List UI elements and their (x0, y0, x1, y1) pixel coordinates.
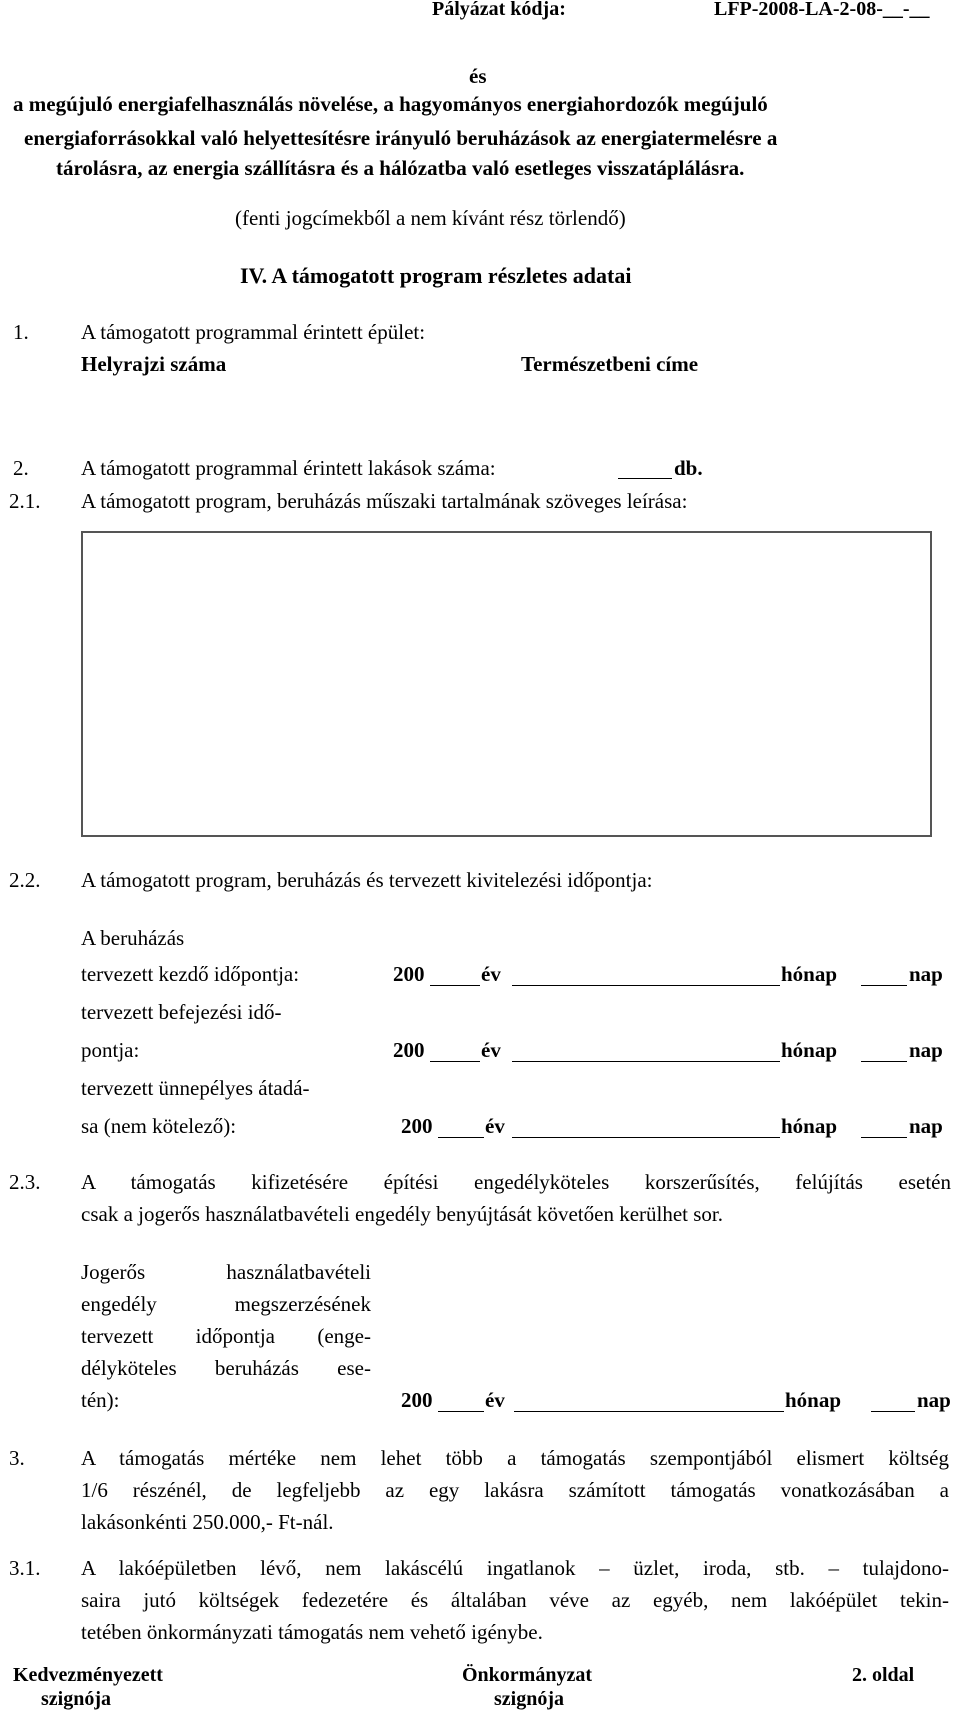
handover-month-field[interactable] (512, 1137, 780, 1138)
header-code-value: LFP-2008-LA-2-08-__-__ (714, 0, 930, 20)
item2-unit: db. (674, 456, 703, 480)
item31-number: 3.1. (9, 1556, 41, 1580)
footer-municipality-label: Önkormányzat (462, 1664, 592, 1686)
item1-text: A támogatott programmal érintett épület: (81, 320, 426, 344)
handover-year-prefix: 200 (401, 1114, 433, 1138)
item23-label-line-5: tén): (81, 1388, 120, 1412)
item1-col-address: Természetbeni címe (521, 352, 699, 376)
header-code-label: Pályázat kódja: (432, 0, 566, 20)
end-month-label: hónap (781, 1038, 838, 1062)
handover-year-field[interactable] (438, 1137, 484, 1138)
item23-label-line-2: engedély megszerzésének (81, 1292, 371, 1316)
item23-label-line-4: délyköteles beruházás ese- (81, 1356, 371, 1380)
intro-line-2: energiaforrásokkal való helyettesítésre irányuló beruházások az energiatermelésre a (24, 126, 778, 150)
handover-date-label-1: tervezett ünnepélyes átadá- (81, 1076, 310, 1100)
item23-line-1: A támogatás kifizetésére építési engedélyköteles korszerűsítés, felújítás esetén (81, 1170, 951, 1194)
start-month-label: hónap (781, 962, 838, 986)
end-year-prefix: 200 (393, 1038, 425, 1062)
item2-number: 2. (13, 456, 29, 480)
handover-month-label: hónap (781, 1114, 838, 1138)
intro-line-3: tárolásra, az energia szállításra és a hálózatba való esetleges visszatáplálásra. (56, 156, 745, 180)
end-year-field[interactable] (430, 1061, 480, 1062)
permit-year-prefix: 200 (401, 1388, 433, 1412)
permit-day-label: nap (917, 1388, 951, 1412)
start-day-label: nap (909, 962, 943, 986)
footer-beneficiary-label: Kedvezményezett (13, 1664, 163, 1686)
item3-number: 3. (9, 1446, 25, 1470)
handover-year-label: év (485, 1114, 505, 1138)
permit-day-field[interactable] (871, 1411, 915, 1412)
item22-text: A támogatott program, beruházás és tervezett kivitelezési időpontja: (81, 868, 653, 892)
end-day-field[interactable] (861, 1061, 907, 1062)
item1-col-plot-number: Helyrajzi száma (81, 352, 227, 376)
item22-heading: A beruházás (81, 926, 185, 950)
start-month-field[interactable] (512, 985, 780, 986)
item23-label-line-3: tervezett időpontja (enge- (81, 1324, 371, 1348)
end-date-label-1: tervezett befejezési idő- (81, 1000, 282, 1024)
item3-line-1: A támogatás mértéke nem lehet több a támogatás szempontjából elismert költség (81, 1446, 949, 1470)
end-date-label-2: pontja: (81, 1038, 140, 1062)
start-date-label: tervezett kezdő időpontja: (81, 962, 300, 986)
item21-number: 2.1. (9, 489, 41, 513)
permit-year-field[interactable] (438, 1411, 484, 1412)
item21-text: A támogatott program, beruházás műszaki tartalmának szöveges leírása: (81, 489, 688, 513)
intro-line-1: a megújuló energiafelhasználás növelése, a hagyományos energiahordozók megújuló (13, 92, 768, 116)
item3-line-3: lakásonkénti 250.000,- Ft-nál. (81, 1510, 334, 1534)
item23-line-2: csak a jogerős használatbavételi engedély benyújtását követően kerülhet sor. (81, 1202, 724, 1226)
footer-municipality-signature: szignója (494, 1688, 564, 1710)
item31-line-2: saira jutó költségek fedezetére és általában véve az egyéb, nem lakóépület tekin- (81, 1588, 949, 1612)
permit-month-field[interactable] (514, 1411, 784, 1412)
intro-and: és (469, 64, 487, 88)
item31-line-1: A lakóépületben lévő, nem lakáscélú ingatlanok – üzlet, iroda, stb. – tulajdono- (81, 1556, 949, 1580)
item2-count-field[interactable] (618, 478, 672, 479)
footer-beneficiary-signature: szignója (41, 1688, 111, 1710)
permit-month-label: hónap (785, 1388, 842, 1412)
footer-page-number: 2. oldal (852, 1664, 915, 1686)
handover-date-label-2: sa (nem kötelező): (81, 1114, 237, 1138)
start-year-label: év (481, 962, 501, 986)
handover-day-label: nap (909, 1114, 943, 1138)
end-month-field[interactable] (512, 1061, 780, 1062)
item23-label-line-1: Jogerős használatbavételi (81, 1260, 371, 1284)
item3-line-2: 1/6 részénél, de legfeljebb az egy lakásra számított támogatás vonatkozásában a (81, 1478, 949, 1502)
item2-text: A támogatott programmal érintett lakások száma: (81, 456, 496, 480)
start-day-field[interactable] (861, 985, 907, 986)
end-year-label: év (481, 1038, 501, 1062)
handover-day-field[interactable] (861, 1137, 907, 1138)
section-title: IV. A támogatott program részletes adatai (240, 263, 632, 288)
start-year-prefix: 200 (393, 962, 425, 986)
item23-number: 2.3. (9, 1170, 41, 1194)
description-textbox[interactable] (81, 531, 932, 837)
item1-number: 1. (13, 320, 29, 344)
start-year-field[interactable] (430, 985, 480, 986)
permit-year-label: év (485, 1388, 505, 1412)
end-day-label: nap (909, 1038, 943, 1062)
item22-number: 2.2. (9, 868, 41, 892)
item31-line-3: tetében önkormányzati támogatás nem vehető igénybe. (81, 1620, 543, 1644)
intro-note: (fenti jogcímekből a nem kívánt rész törlendő) (235, 206, 626, 230)
